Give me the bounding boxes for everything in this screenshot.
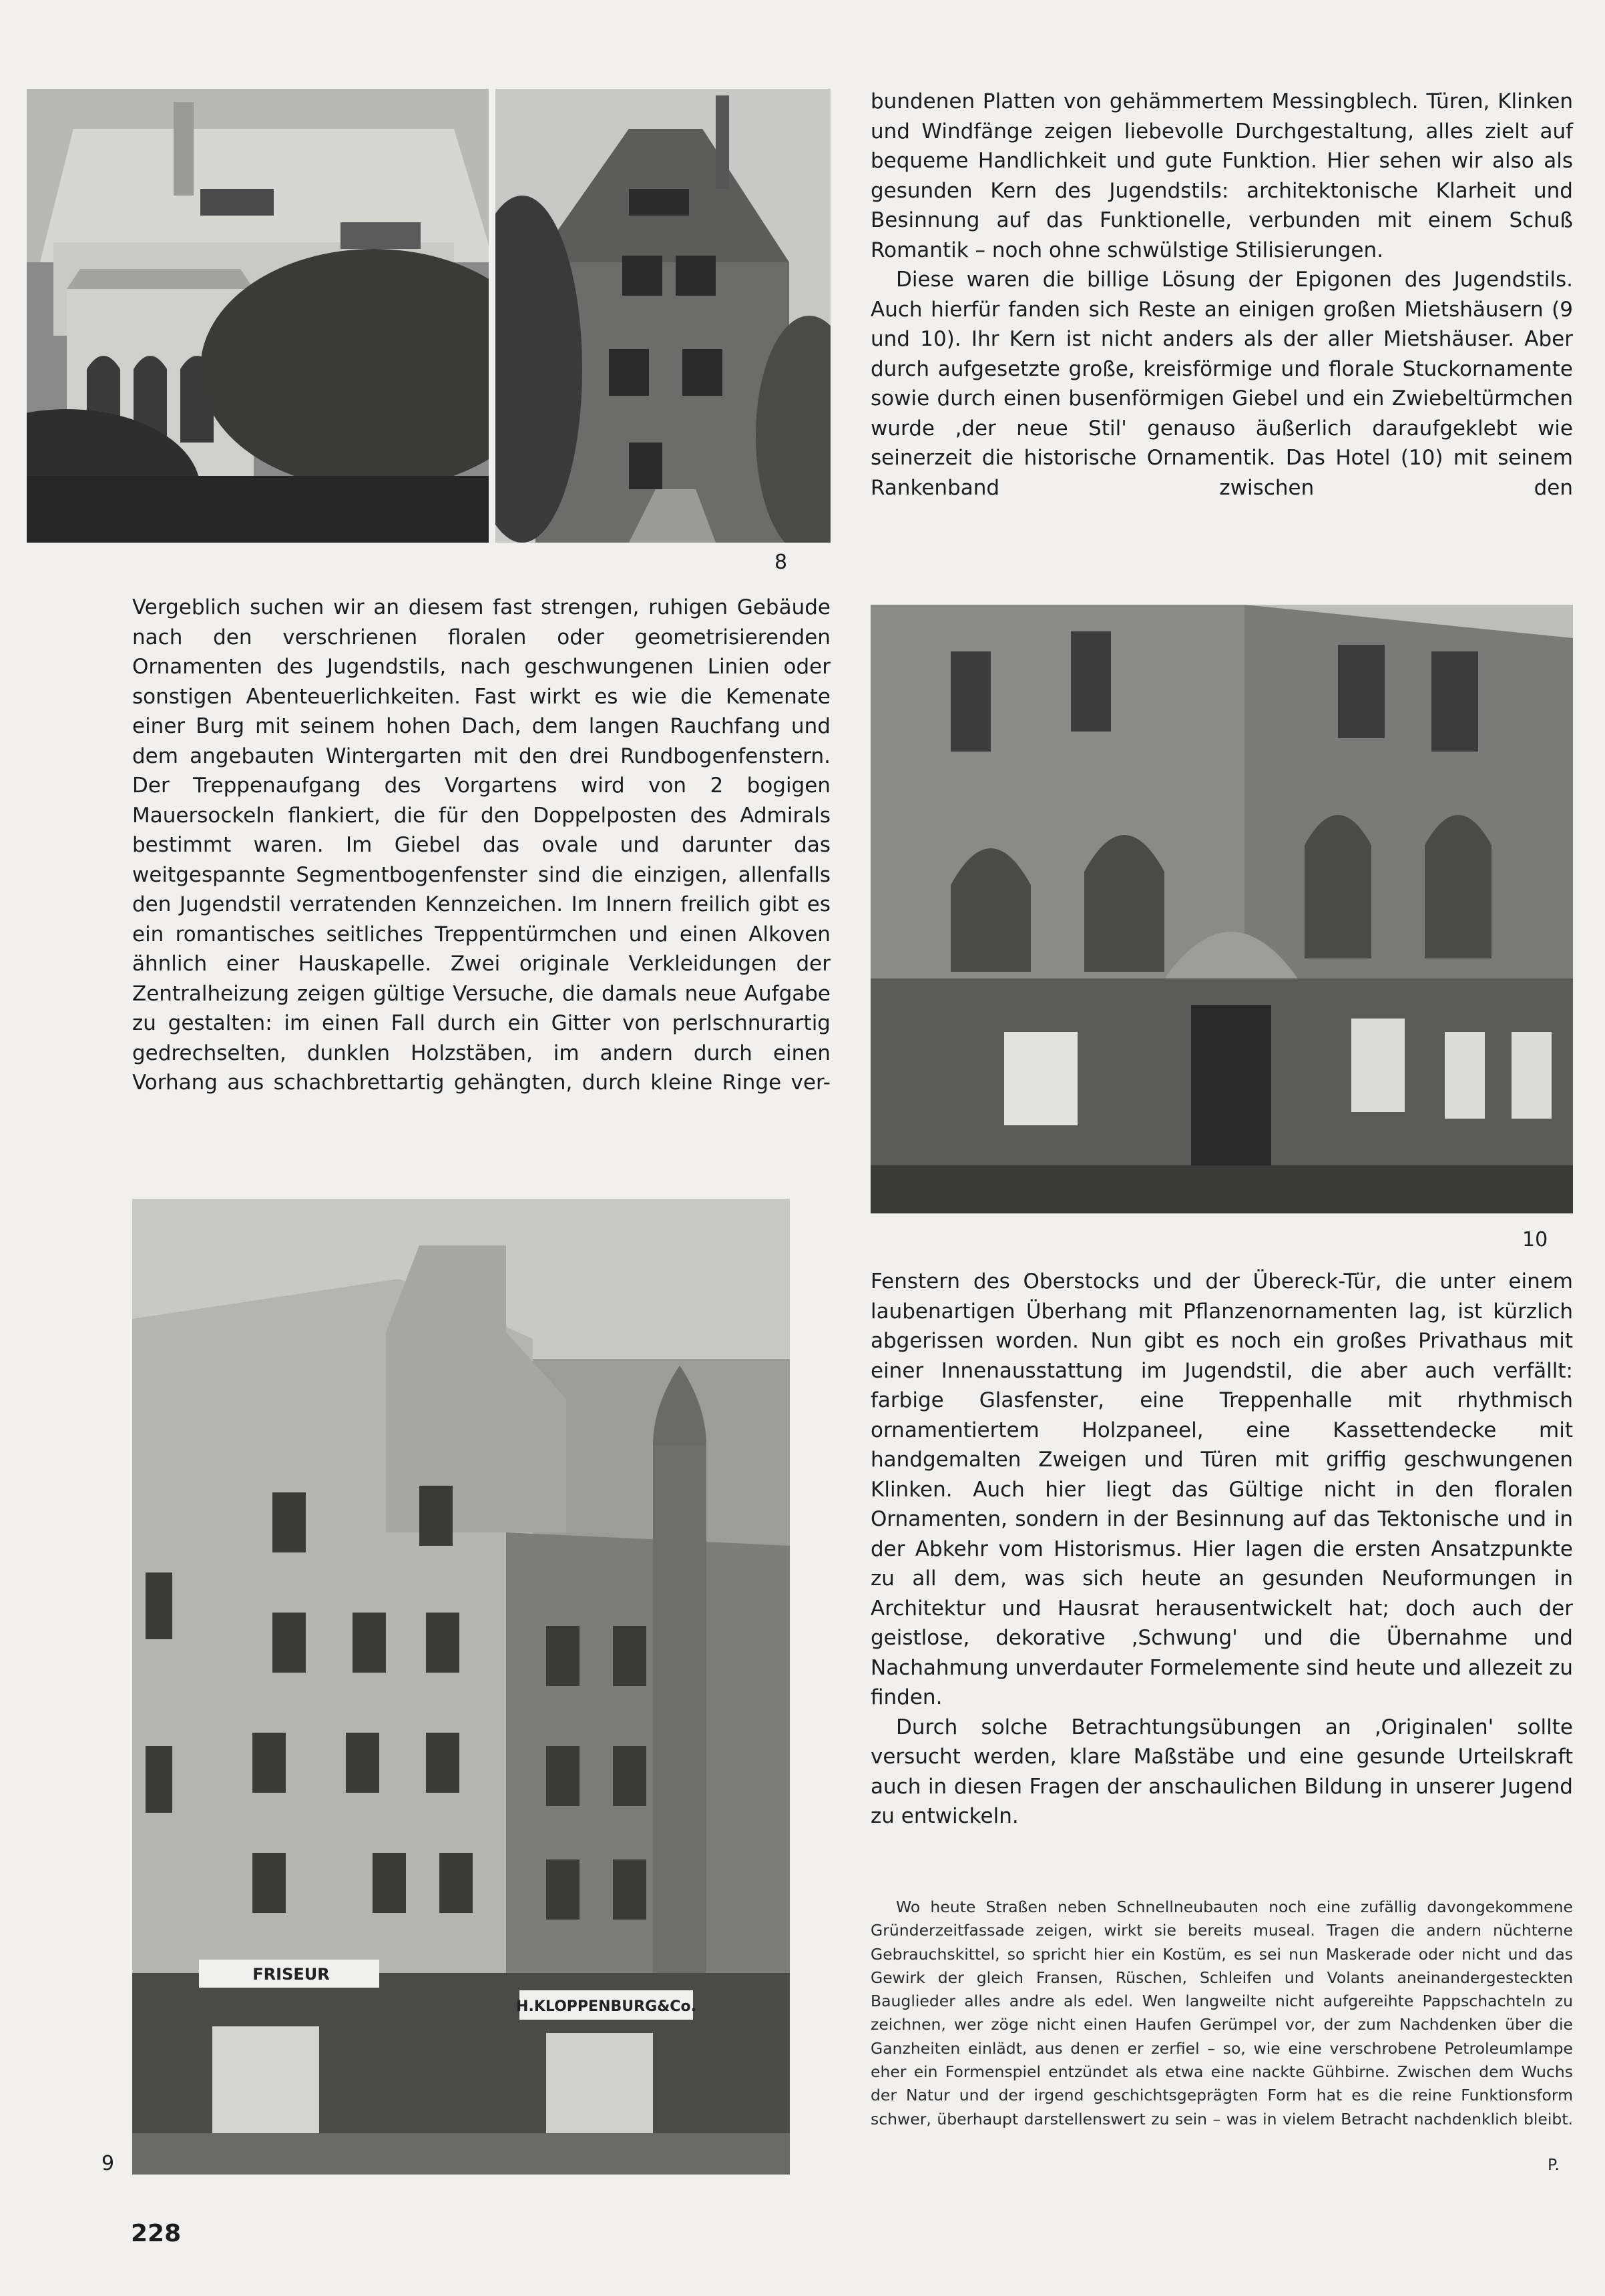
text-column-right-bottom: [871, 1267, 1573, 1831]
text-column-right-top: [871, 87, 1573, 503]
text-column-left: [132, 593, 831, 1098]
paragraph: Durch solche Betrachtungsübungen an ‚Originalen' sollte versucht werden, klare Maßstäbe und eine gesunde Urteilskraft auch in diesen Fragen der anschaulichen Bildung in unserer Jugend zu entwickeln.: [871, 1715, 1573, 1828]
photo-fig8-tower: [495, 89, 831, 543]
sign-friseur: FRISEUR: [252, 1965, 330, 1984]
figure-label-9: 9: [101, 2152, 115, 2175]
photo-fig8-villa: [27, 89, 489, 543]
photo-fig9-apartments: [132, 1199, 790, 2175]
page-number: 228: [131, 2220, 182, 2247]
caption: [871, 1896, 1573, 2131]
paragraph: Diese waren die billige Lösung der Epigonen des Jugendstils. Auch hierfür fanden sich Reste an einigen großen Mietshäusern (9 und 10). Ihr Kern ist nicht anders als der aller Mietshäuser. Aber durch aufgesetzte große, kreisförmige und florale Stuckornamente sowie durch einen busenförmigen Giebel und ein Zwiebeltürmchen wurde ‚der neue Stil' genauso äußerlich daraufgeklebt wie seinerzeit die historische Ornamentik. Das Hotel (10) mit seinem Rankenband zwischen den: [871, 268, 1573, 500]
sign-kloppenburg: H.KLOPPENBURG&Co.: [516, 1998, 696, 2015]
caption-signature: P.: [1548, 2155, 1560, 2174]
paragraph: bundenen Platten von gehämmertem Messingblech. Türen, Klinken und Windfänge zeigen liebevolle Durchgestaltung, alles zielt auf bequeme Handlichkeit und gute Funktion. Hier sehen wir also als gesunden Kern des Jugendstils: architektonische Klarheit und Besinnung auf das Funktionelle, verbunden mit einem Schuß Romantik – noch ohne schwülstige Stilisierungen.: [871, 89, 1573, 262]
paragraph: Fenstern des Oberstocks und der Übereck-Tür, die unter einem laubenartigen Überhang mit Pflanzenornamenten lag, ist kürzlich abgerissen worden. Nun gibt es noch ein großes Privathaus mit einer Innenausstattung im Jugendstil, die aber auch verfällt: farbige Glasfenster, eine Treppenhalle mit rhythmisch ornamentiertem Holzpaneel, eine Kassettendecke mit handgemalten Zweigen und Türen mit griffig geschwungenen Klinken. Auch hier liegt das Gültige nicht in den floralen Ornamenten, sondern in der Besinnung auf das Tektonische und in der Abkehr vom Historismus. Hier lagen die ersten Ansatzpunkte zu all dem, was sich heute an gesunden Neuformungen in Architektur und Hausrat herausentwickelt hat; doch auch der geistlose, dekorative ‚Schwung' und die Übernahme und Nachahmung unverdauter Formelemente sind heute und allezeit zu finden.: [871, 1269, 1573, 1709]
figure-label-10: 10: [1522, 1228, 1548, 1251]
figure-label-8: 8: [774, 551, 788, 574]
caption-text: Wo heute Straßen neben Schnellneubauten noch eine zufällig davongekommene Gründerzeitfassade zeigen, wirkt sie bereits museal. Tragen die andern nüchterne Gebrauchskittel, so spricht hier ein Kostüm, es sei nun Maskerade oder nicht und das Gewirk der gleich Fransen, Rüschen, Schleifen und Volants aneinandergesteckten Bauglieder alles andre als edel. Wen langweilte nicht aufgereihte Pappschachteln zu zeichnen, wer zöge nicht einen Haufen Gerümpel vor, der zum Nachdenken über die Ganzheiten einlädt, aus denen er zerfiel – so, wie eine verschrobene Petroleumlampe eher ein Formenspiel entzündet als etwa eine nackte Gühbirne. Zwischen dem Wuchs der Natur und der irgend geschichtsgeprägten Form hat es die reine Funktionsform schwer, überhaupt darstellenswert zu sein – was in vielem Betracht nachdenklich bleibt.: [871, 1898, 1573, 2128]
paragraph: Vergeblich suchen wir an diesem fast strengen, ruhigen Gebäude nach den verschrienen floralen oder geometrisierenden Ornamenten des Jugendstils, nach geschwungenen Linien oder sonstigen Abenteuerlichkeiten. Fast wirkt es wie die Kemenate einer Burg mit seinem hohen Dach, dem langen Rauchfang und dem angebauten Wintergarten mit den drei Rundbogenfenstern. Der Treppenaufgang des Vorgartens wird von 2 bogigen Mauersockeln flankiert, die für den Doppelposten des Admirals bestimmt waren. Im Giebel das ovale und darunter das weitgespannte Segmentbogenfenster sind die einzigen, allenfalls den Jugendstil verratenden Kennzeichen. Im Innern freilich gibt es ein romantisches seitliches Treppentürmchen und einen Alkoven ähnlich einer Hauskapelle. Zwei originale Verkleidungen der Zentralheizung zeigen gültige Versuche, die damals neue Aufgabe zu gestalten: im einen Fall durch ein Gitter von perlschnurartig gedrechselten, dunklen Holzstäben, im andern durch einen Vorhang aus schachbrettartig gehängten, durch kleine Ringe ver-: [132, 595, 831, 1095]
photo-fig10-hotel: [871, 605, 1573, 1213]
